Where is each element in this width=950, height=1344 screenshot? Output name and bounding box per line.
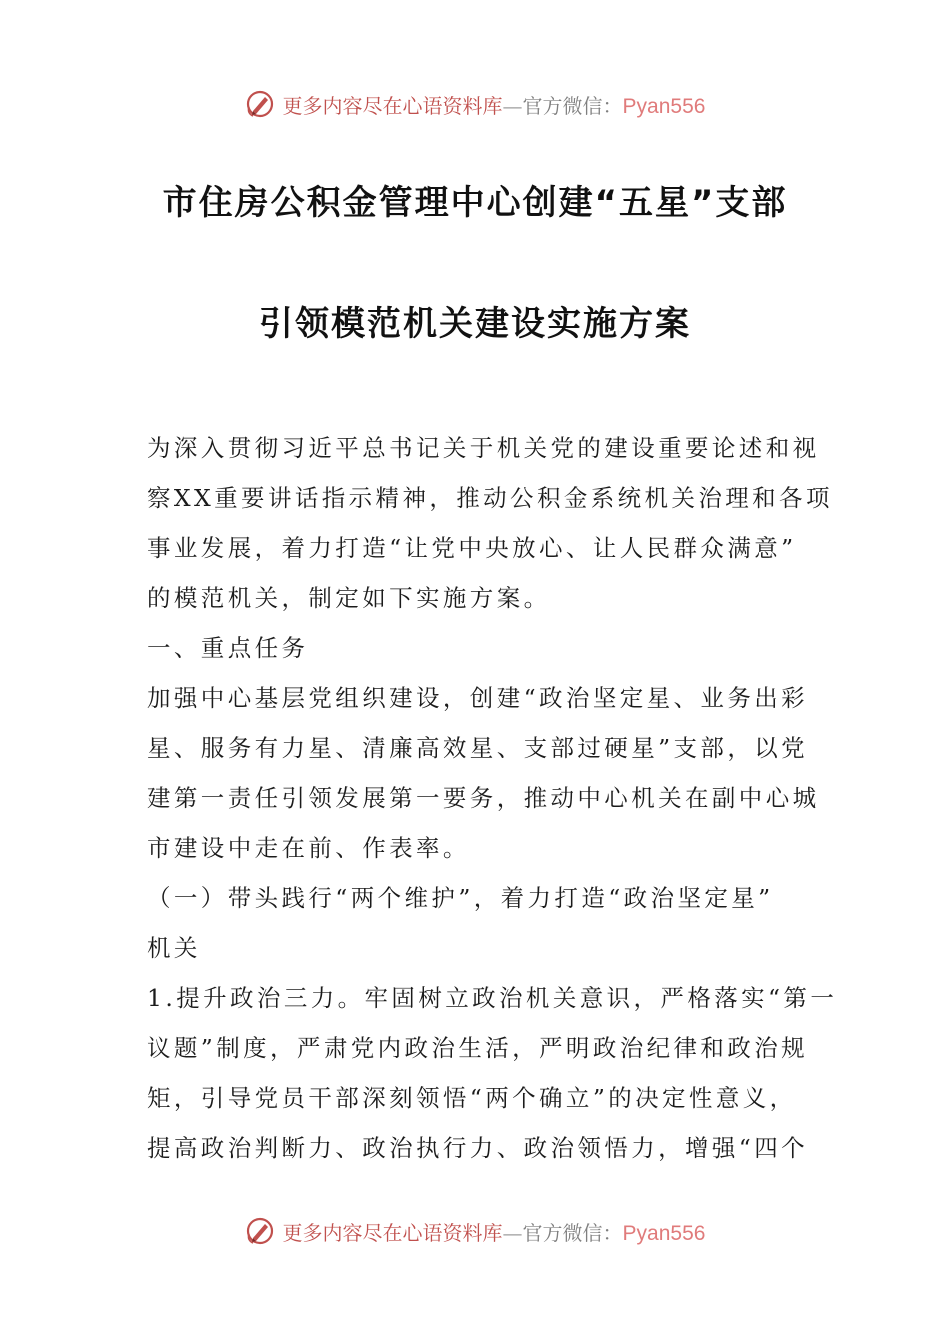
body-line: 为深入贯彻习近平总书记关于机关党的建设重要论述和视 [147,434,820,462]
body-line: 议题”制度，严肃党内政治生活，严明政治纪律和政治规 [147,1034,809,1062]
body-line: 提高政治判断力、政治执行力、政治领悟力，增强“四个 [147,1134,809,1162]
subsection-heading: 机关 [147,934,201,962]
body-line: 事业发展，着力打造“让党中央放心、让人民群众满意” [147,534,797,562]
pen-circle-logo-icon [245,89,275,119]
watermark-dash: — [502,1220,523,1245]
subsection-heading: （一）带头践行“两个维护”，着力打造“政治坚定星” [147,884,774,912]
header-watermark [0,84,950,124]
body-line: 加强中心基层党组织建设，创建“政治坚定星、业务出彩 [147,684,809,712]
footer-watermark [0,1211,950,1251]
body-line: 的模范机关，制定如下实施方案。 [147,584,551,612]
document-title-line-2: 引领模范机关建设实施方案 [259,304,691,344]
watermark-text [283,1217,706,1246]
document-title-line-1: 市住房公积金管理中心创建“五星”支部 [162,183,788,223]
body-line: 建第一责任引领发展第一要务，推动中心机关在副中心城 [147,784,820,812]
body-line: 1.提升政治三力。牢固树立政治机关意识，严格落实“第一 [147,984,838,1012]
body-line: 市建设中走在前、作表率。 [147,834,470,862]
watermark-slogan: 更多内容尽在心语资料库 [282,93,503,118]
document-body [147,428,838,1178]
watermark-slogan: 更多内容尽在心语资料库 [282,1220,503,1245]
body-line: 察XX重要讲话指示精神，推动公积金系统机关治理和各项 [147,484,833,512]
body-line: 矩，引导党员干部深刻领悟“两个确立”的决定性意义， [147,1084,797,1112]
watermark-dash: — [502,93,523,118]
watermark-wechat-id: Pyan556 [622,94,706,118]
watermark-wechat-label: 官方微信： [522,93,623,118]
watermark-wechat-id: Pyan556 [622,1221,706,1245]
watermark-text [283,90,706,119]
body-line: 星、服务有力星、清廉高效星、支部过硬星”支部，以党 [147,734,809,762]
section-heading: 一、重点任务 [147,634,309,662]
pen-circle-logo-icon [245,1216,275,1246]
watermark-wechat-label: 官方微信： [522,1220,623,1245]
